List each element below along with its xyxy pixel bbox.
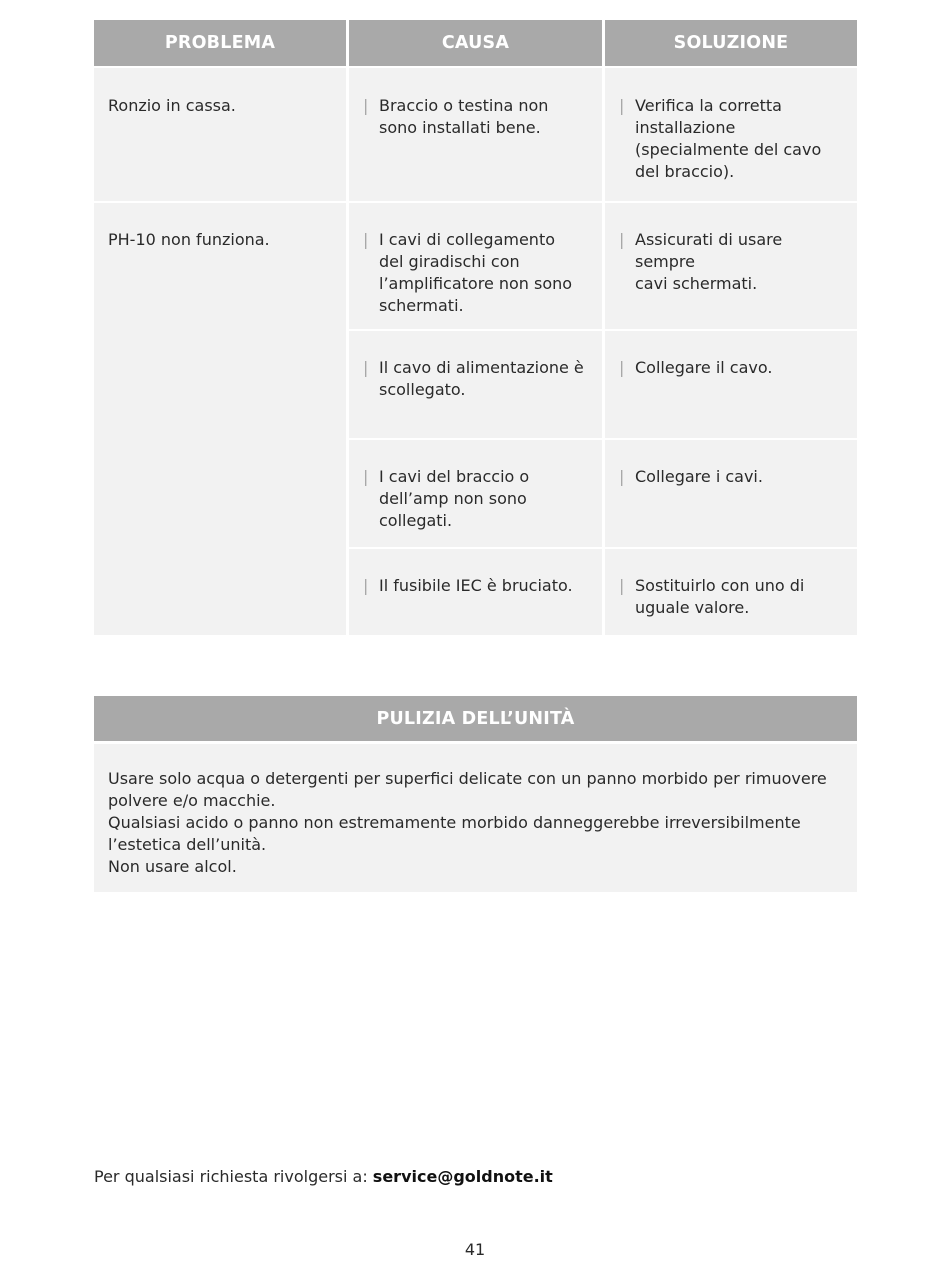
footer-text: Per qualsiasi richiesta rivolgersi a: (94, 1167, 373, 1186)
soluzione-text: Sostituirlo con uno di uguale valore. (635, 576, 805, 617)
soluzione-text: Collegare i cavi. (635, 467, 763, 486)
bullet-bar: | (619, 467, 625, 486)
problema-text: Ronzio in cassa. (108, 96, 236, 115)
cleaning-section (94, 696, 857, 892)
header-causa: CAUSA (349, 20, 602, 66)
causa-text: I cavi del braccio o dell’amp non sono collegati. (379, 467, 530, 530)
footer-email-link[interactable]: service@goldnote.it (372, 1167, 553, 1186)
causa-cell (349, 440, 602, 547)
bullet-bar: | (619, 96, 625, 115)
problema-cell (94, 68, 346, 201)
bullet-bar: | (363, 96, 369, 115)
soluzione-text: Collegare il cavo. (635, 358, 773, 377)
troubleshooting-table (94, 20, 857, 635)
soluzione-text: Assicurati di usare sempre cavi schermati. (635, 230, 783, 293)
causa-cell (349, 331, 602, 438)
bullet-bar: | (363, 230, 369, 249)
bullet-bar: | (363, 576, 369, 595)
page-number: 41 (464, 1240, 486, 1259)
problema-text: PH-10 non funziona. (108, 230, 270, 249)
soluzione-text: Verifica la corretta installazione (specialmente del cavo del braccio). (635, 96, 822, 181)
soluzione-cell (605, 68, 857, 201)
soluzione-cell (605, 203, 857, 329)
bullet-bar: | (619, 230, 625, 249)
footer-contact (94, 1167, 553, 1186)
causa-text: Il fusibile IEC è bruciato. (379, 576, 573, 595)
cleaning-body (94, 744, 857, 892)
causa-text: I cavi di collegamento del giradischi con l’amplificatore non sono schermati. (379, 230, 573, 315)
bullet-bar: | (619, 576, 625, 595)
causa-text: Braccio o testina non sono installati bene. (379, 96, 549, 137)
problema-cell (94, 203, 346, 635)
soluzione-cell (605, 440, 857, 547)
soluzione-cell (605, 549, 857, 635)
causa-text: Il cavo di alimentazione è scollegato. (379, 358, 584, 399)
causa-cell (349, 203, 602, 329)
bullet-bar: | (363, 467, 369, 486)
cleaning-title: PULIZIA DELL’UNITÀ (94, 696, 857, 741)
cleaning-line: polvere e/o macchie. (108, 791, 276, 810)
cleaning-line: Usare solo acqua o detergenti per superfici delicate con un panno morbido per rimuovere (108, 769, 827, 788)
cleaning-line: Qualsiasi acido o panno non estremamente morbido danneggerebbe irreversibilmente (108, 813, 801, 832)
soluzione-cell (605, 331, 857, 438)
causa-cell (349, 549, 602, 635)
cleaning-line: l’estetica dell’unità. (108, 835, 267, 854)
bullet-bar: | (619, 358, 625, 377)
header-problema: PROBLEMA (94, 20, 346, 66)
header-soluzione: SOLUZIONE (605, 20, 857, 66)
cleaning-line: Non usare alcol. (108, 857, 237, 876)
bullet-bar: | (363, 358, 369, 377)
causa-cell (349, 68, 602, 201)
